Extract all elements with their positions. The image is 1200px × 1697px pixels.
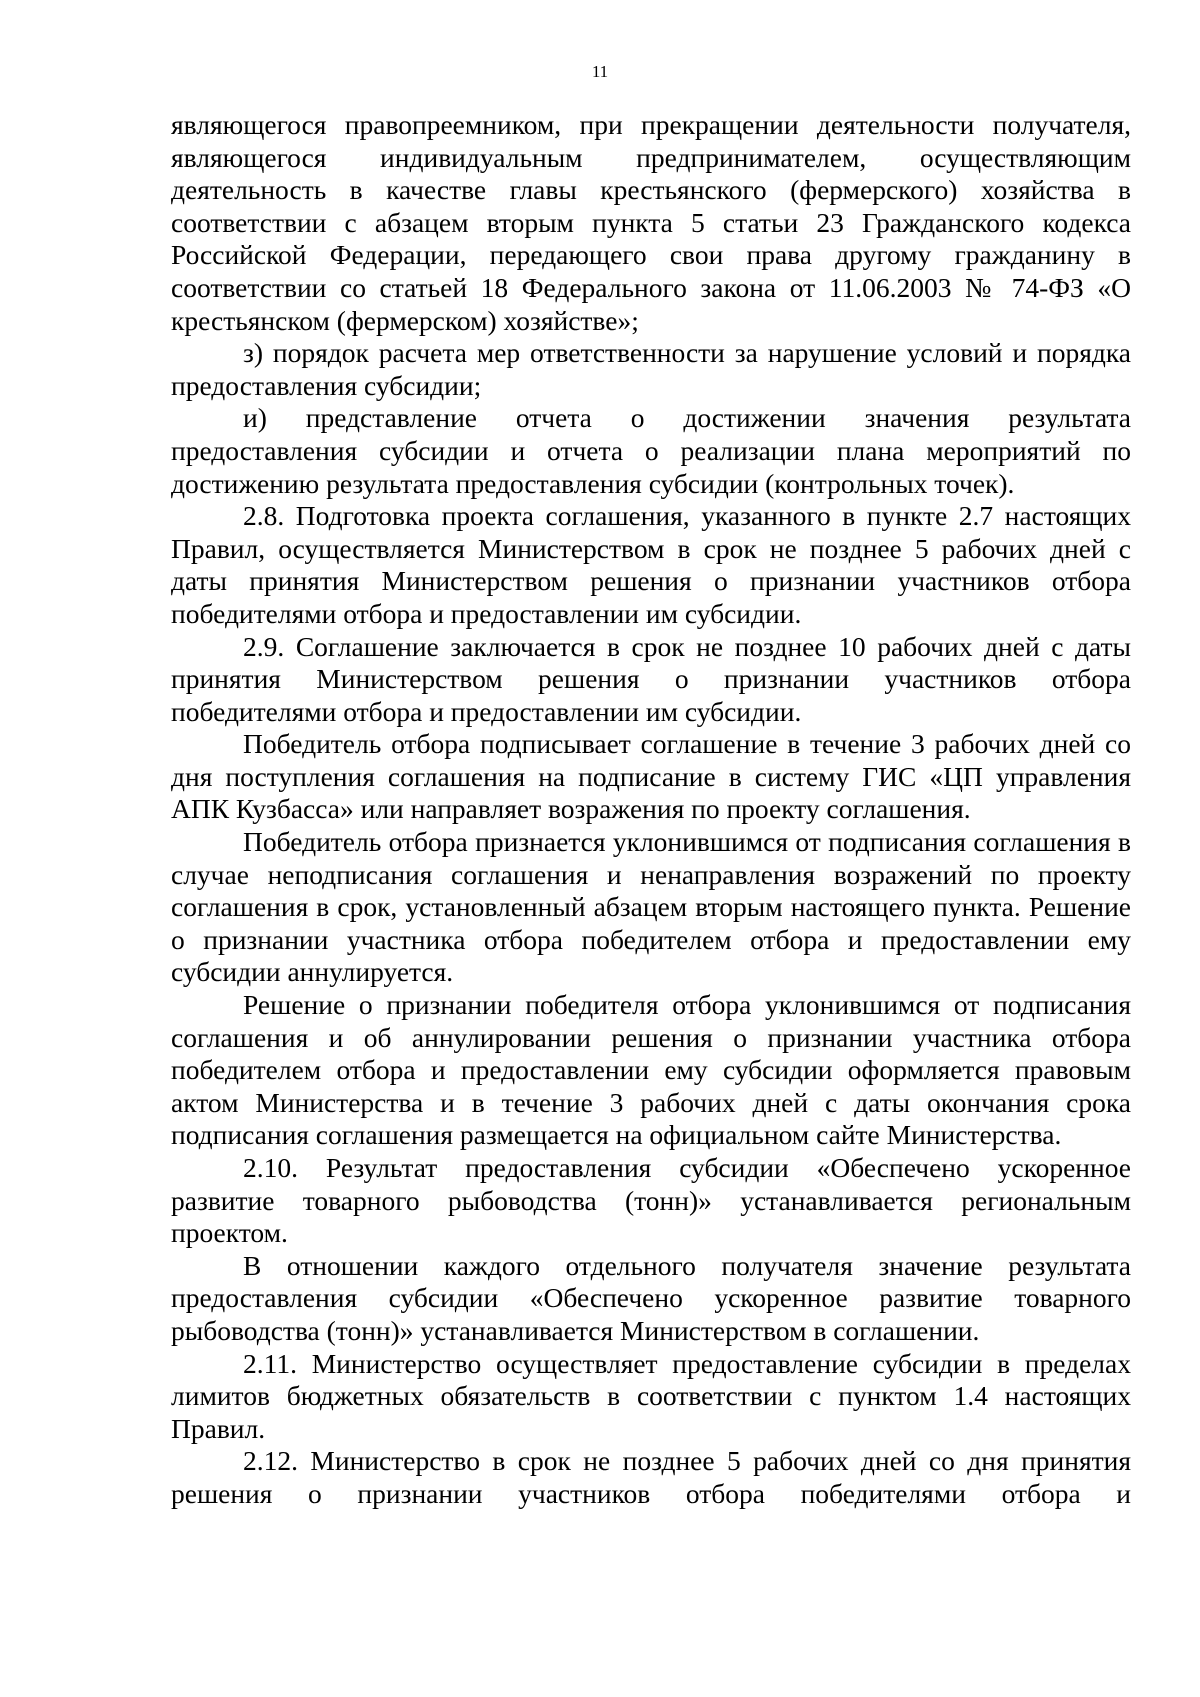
paragraph-item-i: и) представление отчета о достижении значения результата предоставления субсидии и отчета о реализации плана мероприятий по достижению результата предоставления субсидии (контрольных точек). xyxy=(171,402,1131,499)
paragraph-2-11: 2.11. Министерство осуществляет предоставление субсидии в пределах лимитов бюджетных обязательств в соответствии с пунктом 1.4 настоящих Правил. xyxy=(171,1347,1131,1444)
paragraph-each-recipient: В отношении каждого отдельного получателя значение результата предоставления субсидии «Обеспечено ускоренное развитие товарного рыбоводства (тонн)» устанавливается Министерством в соглашении. xyxy=(171,1249,1131,1346)
paragraph-2-12: 2.12. Министерство в срок не позднее 5 рабочих дней со дня принятия решения о признании участников отбора победителями отбора и xyxy=(171,1445,1131,1509)
paragraph-2-8: 2.8. Подготовка проекта соглашения, указанного в пункте 2.7 настоящих Правил, осуществляется Министерством в срок не позднее 5 рабочих дней с даты принятия Министерством решения о признании участников отбора победителями отбора и предоставлении им субсидии. xyxy=(171,500,1131,629)
paragraph-2-9: 2.9. Соглашение заключается в срок не позднее 10 рабочих дней с даты принятия Министерством решения о признании участников отбора победителями отбора и предоставлении им субсидии. xyxy=(171,630,1131,727)
paragraph-winner-evades: Победитель отбора признается уклонившимся от подписания соглашения в случае неподписания соглашения и ненаправления возражений по проекту соглашения в срок, установленный абзацем вторым настоящего пункта. Решение о признании участника отбора победителем отбора и предоставлении ему субсидии аннулируется. xyxy=(171,826,1131,988)
paragraph-continuation: являющегося правопреемником, при прекращении деятельности получателя, являющегося индивидуальным предпринимателем, осуществляющим деятельность в качестве главы крестьянского (фермерского) хозяйства в соответствии с абзацем вторым пункта 5 статьи 23 Гражданского кодекса Российской Федерации, передающего свои права другому гражданину в соответствии со статьей 18 Федерального закона от 11.06.2003 № 74-ФЗ «О крестьянском (фермерском) хозяйстве»; xyxy=(171,109,1131,336)
paragraph-item-z: з) порядок расчета мер ответственности за нарушение условий и порядка предоставления субсидии; xyxy=(171,337,1131,401)
paragraph-decision: Решение о признании победителя отбора уклонившимся от подписания соглашения и об аннулировании решения о признании участника отбора победителем отбора и предоставлении ему субсидии оформляется правовым актом Министерства и в течение 3 рабочих дней с даты окончания срока подписания соглашения размещается на официальном сайте Министерства. xyxy=(171,989,1131,1151)
document-body xyxy=(171,109,1131,1511)
paragraph-winner-signs: Победитель отбора подписывает соглашение в течение 3 рабочих дней со дня поступления соглашения на подписание в систему ГИС «ЦП управления АПК Кузбасса» или направляет возражения по проекту соглашения. xyxy=(171,728,1131,825)
page-number: 11 xyxy=(591,62,609,81)
paragraph-2-10: 2.10. Результат предоставления субсидии «Обеспечено ускоренное развитие товарного рыбоводства (тонн)» устанавливается региональным проектом. xyxy=(171,1152,1131,1249)
